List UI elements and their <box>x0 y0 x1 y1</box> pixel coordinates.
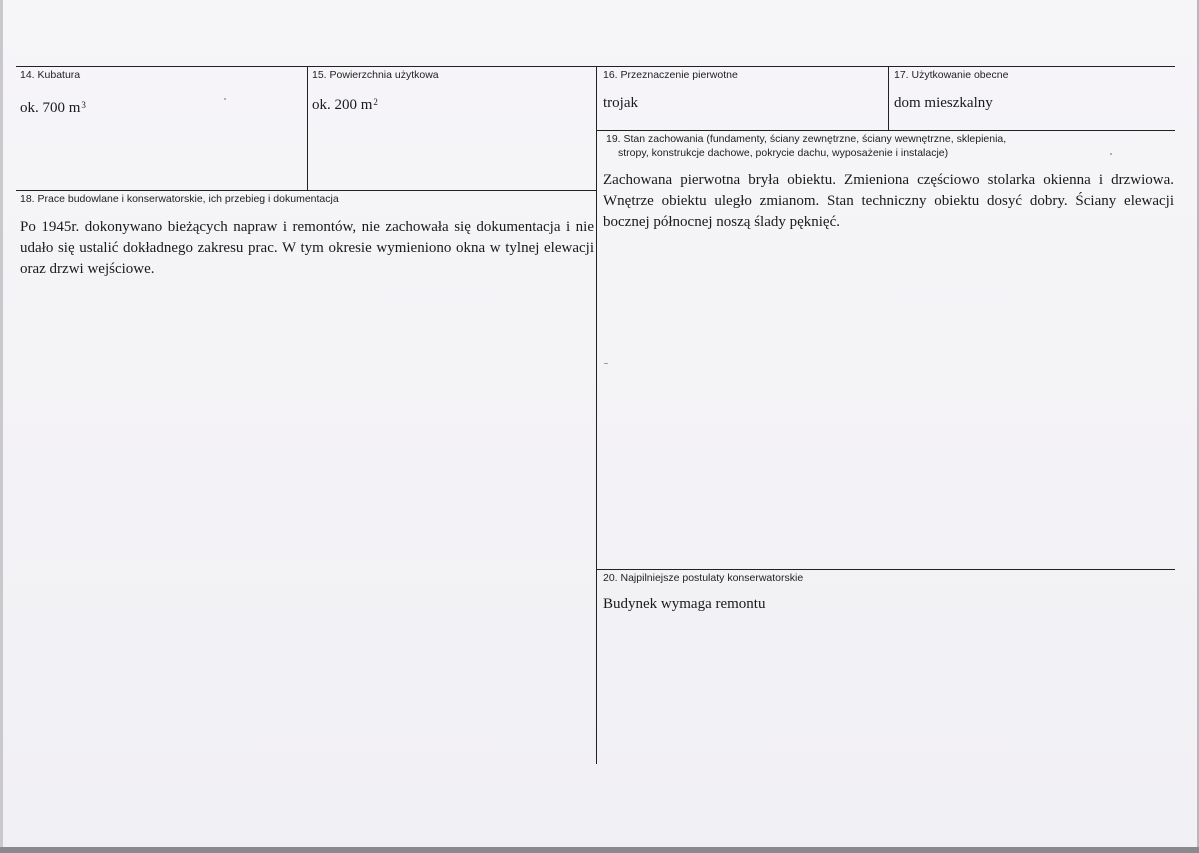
field-17-label: 17. Użytkowanie obecne <box>894 69 1009 81</box>
field-15-value <box>312 96 378 114</box>
field-15-unit-exponent: 2 <box>373 97 378 107</box>
paper-speck <box>604 363 608 364</box>
field-14-unit-exponent: 3 <box>81 100 86 110</box>
field-15-label: 15. Powierzchnia użytkowa <box>312 69 439 81</box>
field-14-text: ok. 700 m <box>20 100 81 116</box>
field-14-label: 14. Kubatura <box>20 69 81 81</box>
paper-speck <box>1110 153 1112 155</box>
field-19-text: Zachowana pierwotna bryła obiektu. Zmieniona częściowo stolarka okienna i drzwiowa. Wnętrze obiektu uległo zmianom. Stan techniczny obiektu dosyć dobry. Ściany elewacji bocznej północnej noszą ślady pęknięć. <box>603 172 1174 230</box>
card-edge-bottom <box>0 847 1199 853</box>
field-15-text: ok. 200 m <box>312 97 373 113</box>
center-divider <box>596 66 597 764</box>
card-edge-left <box>0 0 3 853</box>
field-19-label-line2: stropy, konstrukcje dachowe, pokrycie dachu, wyposażenie i instalacje) <box>618 147 949 159</box>
field-16-label: 16. Przeznaczenie pierwotne <box>603 69 738 81</box>
field-14-value <box>20 99 86 117</box>
rule-above-18 <box>16 190 596 191</box>
divider-16-17 <box>888 66 889 131</box>
field-20-value: Budynek wymaga remontu <box>603 596 766 612</box>
field-16-value: trojak <box>603 95 638 111</box>
rule-above-20 <box>596 569 1175 570</box>
divider-14-15 <box>307 66 308 191</box>
field-17-value: dom mieszkalny <box>894 95 993 111</box>
field-19-label-line1: 19. Stan zachowania (fundamenty, ściany zewnętrzne, ściany wewnętrzne, sklepienia, <box>606 133 1007 145</box>
field-18-label: 18. Prace budowlane i konserwatorskie, ich przebieg i dokumentacja <box>20 193 339 205</box>
field-20-label: 20. Najpilniejsze postulaty konserwatorskie <box>603 572 804 584</box>
paper-speck <box>224 98 226 100</box>
rule-above-19 <box>596 130 1175 131</box>
field-18-text: Po 1945r. dokonywano bieżących napraw i remontów, nie zachowała się dokumentacja i nie udało się ustalić dokładnego zakresu prac. W tym okresie wymieniono okna w tylnej elewacji oraz drzwi wejściowe. <box>20 219 594 277</box>
